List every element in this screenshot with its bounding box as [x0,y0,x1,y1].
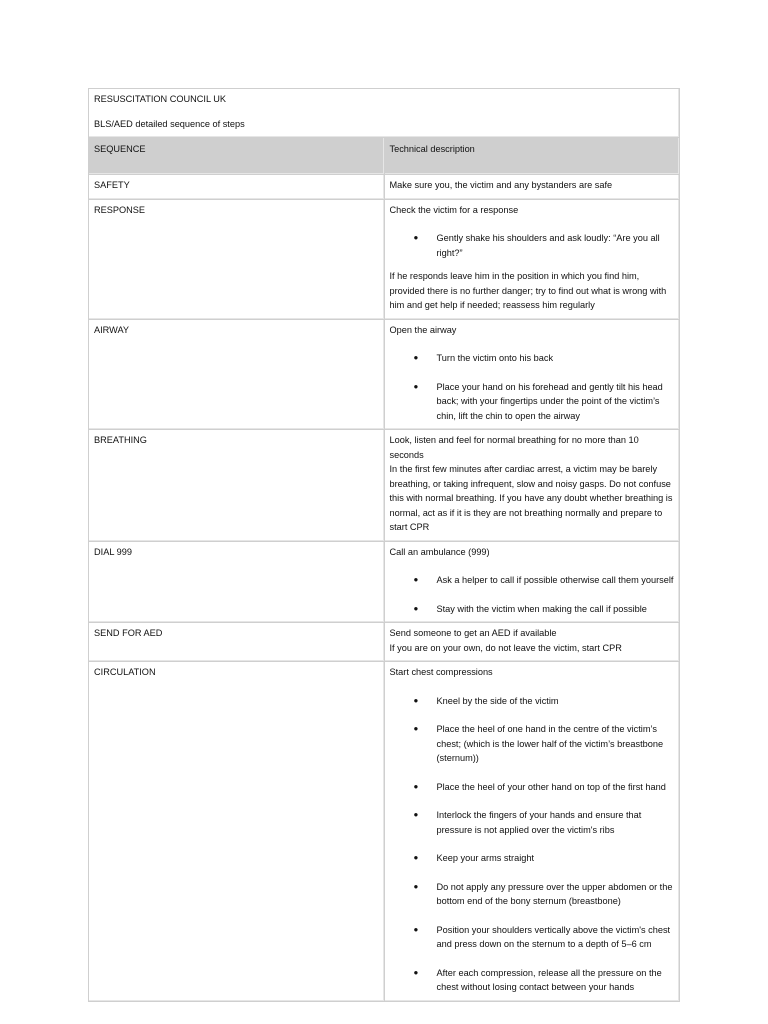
bullet-dot-icon: ● [413,967,419,977]
bullet-item [390,851,675,866]
bullet-text: Place the heel of one hand in the centre of the victim’s chest; (which is the lower half of the victim’s breastbone (sternum)) [436,724,664,763]
bullet-dot-icon: ● [413,881,419,891]
bullet-dot-icon: ● [413,233,419,242]
step-bullets [390,351,675,423]
row-send-for-aed [89,623,680,662]
bullet-dot-icon: ● [413,724,419,733]
step-paragraph: If he responds leave him in the position in which you find him, provided there is no further danger; try to find out what is wrong with him and get help if needed; reassess him regularly [389,271,667,310]
sequence-label: SEND FOR AED [89,623,385,662]
step-bullets [390,694,675,995]
row-breathing [89,430,680,542]
row-dial-999 [89,541,680,623]
step-paragraph: In the first few minutes after cardiac arrest, a victim may be barely breathing, or taking infrequent, slow and noisy gasps. Do not confuse this with normal breathing. If you have any doubt whether breathing is normal, act as if it is they are not breathing normally and prepare to start CPR [389,464,673,532]
row-safety [89,175,680,200]
bullet-item [390,573,675,588]
step-lead: Open the airway [389,324,457,335]
bullet-item [390,351,675,366]
bullet-text: Place the heel of your other hand on top of the first hand [436,781,666,792]
step-bullets [390,573,675,616]
bullet-dot-icon: ● [413,353,419,362]
sequence-label: RESPONSE [89,199,385,319]
bullet-text: Kneel by the side of the victim [436,695,559,706]
bullet-item [390,923,675,952]
description-cell [384,541,680,623]
bullet-text: Place your hand on his forehead and gently tilt his head back; with your fingertips under the point of the victim’s chin, lift the chin to open the airway [436,381,663,421]
bullet-text: After each compression, release all the pressure on the chest without losing contact between your hands [436,967,662,992]
step-lead: Call an ambulance (999) [389,546,490,557]
description-cell [384,319,680,430]
step-lead: Start chest compressions [389,667,493,677]
bullet-text: Interlock the fingers of your hands and ensure that pressure is not applied over the victim's ribs [436,810,642,835]
row-airway [89,319,680,430]
bullet-item [390,694,675,709]
bullet-text: Position your shoulders vertically above the victim's chest and press down on the sternum to a depth of 5–6 cm [436,924,671,949]
row-circulation [89,662,680,1002]
description-cell [384,175,680,200]
column-header-description: Technical description [384,138,680,175]
sequence-label: SAFETY [89,175,385,200]
description-cell [384,662,680,1002]
column-header-sequence: SEQUENCE [89,138,385,175]
row-response [89,199,680,319]
bullet-item [390,808,675,837]
step-lead: Check the victim for a response [389,204,519,215]
bullet-item [390,966,675,995]
step-lead: Look, listen and feel for normal breathing for no more than 10 seconds [389,435,639,460]
bullet-item [390,880,675,909]
step-lead: Make sure you, the victim and any bystanders are safe [389,180,613,190]
sequence-label: AIRWAY [89,319,385,430]
bullet-item [390,722,675,766]
bullet-dot-icon: ● [413,781,419,791]
bullet-dot-icon: ● [413,853,419,862]
sequence-label: BREATHING [89,430,385,542]
sequence-label: DIAL 999 [89,541,385,623]
step-lead: Send someone to get an AED if available [389,628,557,638]
description-cell [384,199,680,319]
bullet-item [390,780,675,795]
doc-subtitle: BLS/AED detailed sequence of steps [94,118,245,129]
sequence-label: CIRCULATION [89,662,385,1002]
bls-sequence-table [88,88,680,1002]
bullet-text: Do not apply any pressure over the upper abdomen or the bottom end of the bony sternum (breastbone) [436,881,673,906]
description-cell [384,430,680,542]
title-cell [89,89,680,138]
bullet-item [390,231,675,260]
bullet-item [390,380,675,424]
bullet-text: Keep your arms straight [436,853,535,863]
step-paragraph: If you are on your own, do not leave the victim, start CPR [389,642,622,653]
org-title: RESUSCITATION COUNCIL UK [94,94,227,104]
bullet-dot-icon: ● [413,381,419,391]
bullet-item [390,602,675,617]
step-bullets [390,231,675,260]
bullet-text: Turn the victim onto his back [436,353,554,363]
bullet-dot-icon: ● [413,924,419,934]
description-cell [384,623,680,662]
bullet-dot-icon: ● [413,695,419,705]
bullet-text: Gently shake his shoulders and ask loudly: “Are you all right?” [436,233,660,258]
bullet-dot-icon: ● [413,575,419,584]
table-title-row [89,89,680,138]
bullet-text: Stay with the victim when making the call if possible [436,603,647,614]
bullet-dot-icon: ● [413,603,419,613]
bullet-text: Ask a helper to call if possible otherwise call them yourself [436,575,674,585]
column-header-row [89,138,680,175]
bullet-dot-icon: ● [413,810,419,819]
